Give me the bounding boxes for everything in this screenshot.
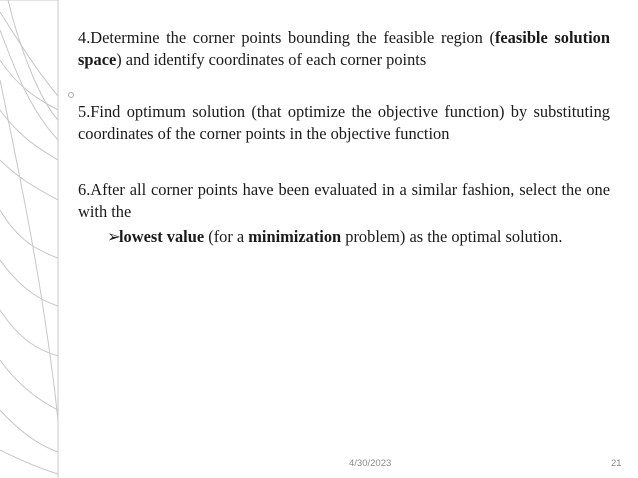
arrow-bullet-icon: ➢ (107, 227, 121, 246)
step-4-text: 4.Determine the corner points bounding the feasible region ( (78, 28, 495, 47)
bullet-dot-ornament (68, 92, 74, 98)
bullet-item (107, 226, 617, 248)
step-5-paragraph: 5.Find optimum solution (that optimize the objective function) by substituting coordinates of the corner points in the objective function (78, 102, 610, 143)
bullet-bold-lowest-value: lowest value (119, 227, 205, 246)
step-6-paragraph: 6.After all corner points have been evaluated in a similar fashion, select the one with the (78, 180, 610, 221)
step-4-text-end: ) and identify coordinates of each corner points (116, 50, 427, 69)
step-4-bold-term: feasible solution space (78, 28, 610, 69)
bullet-bold-minimization: minimization (248, 227, 342, 246)
step-4-paragraph (78, 27, 610, 71)
bullet-text-2: problem) as the optimal solution. (341, 227, 563, 246)
footer-date: 4/30/2023 (349, 458, 392, 469)
decorative-border (0, 0, 60, 478)
bullet-text-1: (for a (204, 227, 249, 246)
footer-page-number: 21 (611, 458, 622, 469)
